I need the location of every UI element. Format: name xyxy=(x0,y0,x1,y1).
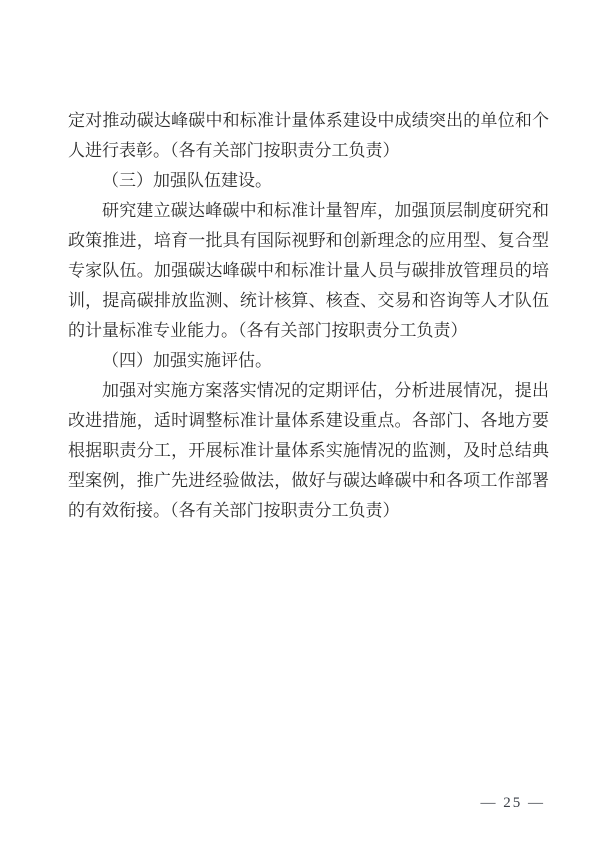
paragraph-implementation-evaluation: 加强对实施方案落实情况的定期评估，分析进展情况，提出改进措施，适时调整标准计量体系建设重点。各部门、各地方要根据职责分工，开展标准计量体系实施情况的监测，及时总结典型案例，推广先进经验做法，做好与碳达峰碳中和各项工作部署的有效衔接。（各有关部门按职责分工负责） xyxy=(68,381,549,520)
paragraph-continuation: 定对推动碳达峰碳中和标准计量体系建设中成绩突出的单位和个人进行表彰。（各有关部门按职责分工负责） xyxy=(68,111,549,160)
document-body xyxy=(68,106,549,526)
page-number: — 25 — xyxy=(480,795,545,811)
section-heading-four: （四）加强实施评估。 xyxy=(102,351,272,370)
paragraph-team-building: 研究建立碳达峰碳中和标准计量智库，加强顶层制度研究和政策推进，培育一批具有国际视野和创新理念的应用型、复合型专家队伍。加强碳达峰碳中和标准计量人员与碳排放管理员的培训，提高碳排放监测、统计核算、核查、交易和咨询等人才队伍的计量标准专业能力。（各有关部门按职责分工负责） xyxy=(68,201,549,340)
section-heading-three: （三）加强队伍建设。 xyxy=(102,171,272,190)
